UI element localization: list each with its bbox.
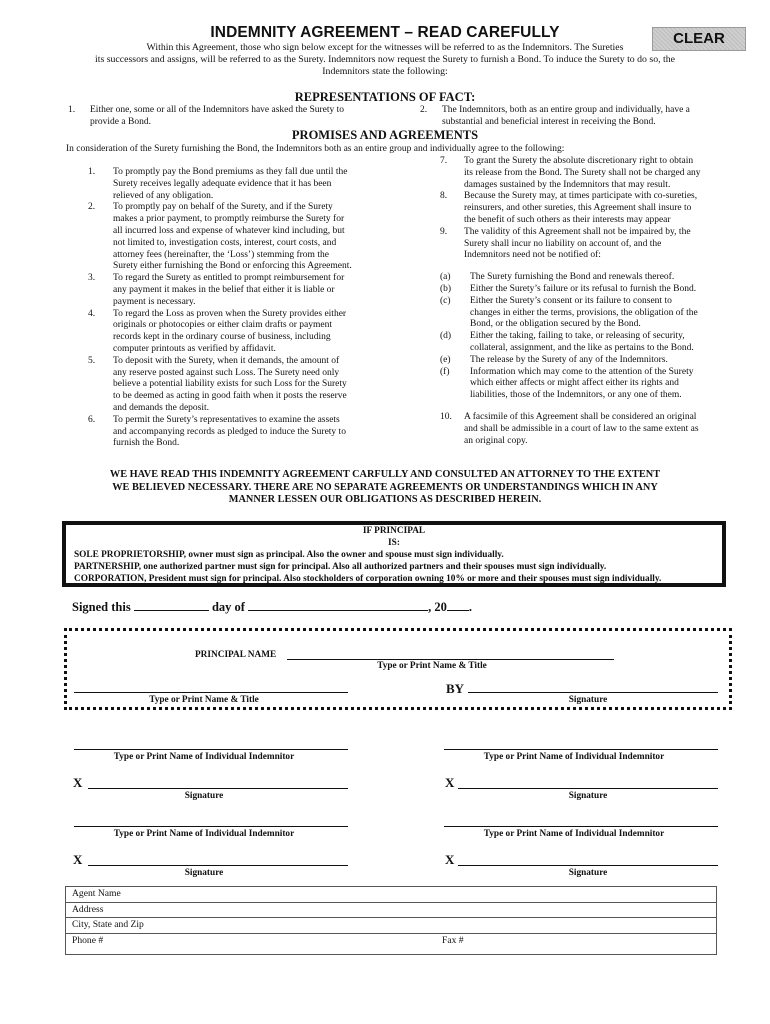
- indemnitor-1-x: X: [73, 775, 83, 790]
- indemnitor-1-name-field[interactable]: [74, 749, 348, 750]
- by-label: BY: [446, 681, 465, 696]
- principal-name-label: PRINCIPAL NAME: [195, 650, 277, 660]
- indemnitor-3-name-caption: Type or Print Name of Individual Indemnitor: [113, 829, 295, 839]
- clause-2: 2. To promptly pay on behalf of the Surety, and if the Surety makes a prior payment, to promptly reimburse the Surety for all incurred loss and expense of whatever kind including, but not limited to, investigation costs, interest, court costs, and attorney fees (hereinafter, the ‘Loss’) stemming from the Surety either furnishing the Bond or enforcing this Agreement.: [88, 202, 352, 272]
- principal-signature-field[interactable]: [468, 692, 718, 693]
- clause-9c: (c) Either the Surety’s consent or its failure to consent to changes in either the terms, provisions, the obligation of the Bond, or the obligation secured by the Bond.: [440, 295, 698, 330]
- signed-day-field[interactable]: [134, 599, 209, 611]
- principal-title-field[interactable]: [74, 692, 348, 693]
- document-title: INDEMNITY AGREEMENT – READ CAREFULLY: [210, 24, 560, 41]
- principal-title-caption: Type or Print Name & Title: [149, 695, 259, 705]
- sole-proprietorship-rule: SOLE PROPRIETORSHIP, owner must sign as principal. Also the owner and spouse must sign individually.: [74, 550, 504, 560]
- clause-9e: (e) The release by the Surety of any of the Indemnitors.: [440, 354, 668, 365]
- agent-phone-label: Phone #: [72, 934, 104, 946]
- indemnitor-4-signature-field[interactable]: [458, 865, 718, 866]
- principal-name-caption: Type or Print Name & Title: [377, 661, 487, 671]
- indemnitor-3-name-field[interactable]: [74, 826, 348, 827]
- signed-year-field[interactable]: [447, 599, 469, 611]
- clause-9b: (b) Either the Surety’s failure or its refusal to furnish the Bond.: [440, 283, 697, 294]
- rep-1-text: Either one, some or all of the Indemnitors have asked the Surety to provide a Bond.: [90, 105, 345, 127]
- indemnitor-2-signature-field[interactable]: [458, 788, 718, 789]
- clause-3: 3. To regard the Surety as entitled to prompt reimbursement for any payment it makes in the belief that either it is liable or payment is necessary.: [88, 273, 345, 307]
- clause-7: 7. To grant the Surety the absolute discretionary right to obtain its release from the Bond. The Surety shall not be charged any damages sustained by the Indemnitors that may result.: [440, 156, 701, 190]
- indemnitor-2-x: X: [445, 775, 455, 790]
- clause-9: 9. The validity of this Agreement shall not be impaired by, the Surety shall incur no liability on account of, and the Indemnitors need not be notified of:: [440, 226, 691, 261]
- principal-name-field[interactable]: [287, 659, 614, 660]
- corporation-rule: CORPORATION, President must sign for principal. Also stockholders of corporation owning 10% or more and their spouses must sign individually.: [74, 574, 662, 584]
- indemnitor-4-x: X: [445, 852, 455, 867]
- clause-8: 8. Because the Surety may, at times participate with co-sureties, reinsurers, and other sureties, this Agreement shall insure to the benefit of such others as their interests may appear: [440, 191, 698, 225]
- promises-intro: In consideration of the Surety furnishing the Bond, the Indemnitors both as an entire group and individually agree to the following:: [66, 144, 565, 154]
- indemnitor-3-sig-caption: Signature: [184, 868, 224, 878]
- agent-address-field[interactable]: Address: [66, 903, 716, 919]
- principal-sig-caption: Signature: [568, 695, 608, 705]
- indemnitor-3-x: X: [73, 852, 83, 867]
- indemnitor-4-name-field[interactable]: [444, 826, 718, 827]
- clause-6: 6. To permit the Surety’s representatives to examine the assets and accompanying records as pledged to induce the Surety to furnish the Bond.: [88, 414, 346, 449]
- clause-4: 4. To regard the Loss as proven when the Surety provides either originals or photocopies or either claim drafts or payment records kept in the ordinary course of business, including computer printouts as verified by affidavit.: [88, 308, 347, 354]
- promises-heading: PROMISES AND AGREEMENTS: [291, 128, 479, 142]
- agent-info-table: [65, 886, 717, 955]
- acknowledgement-warning: WE HAVE READ THIS INDEMNITY AGREEMENT CARFULLY AND CONSULTED AN ATTORNEY TO THE EXTENT WE BELIEVED NECESSARY. THERE ARE NO SEPARATE AGREEMENTS OR UNDERSTANDINGS WHICH IN ANY MANNER LESSEN OUR OBLIGATIONS AS DESCRIBED HEREIN.: [109, 469, 661, 505]
- agent-phone-row[interactable]: [66, 934, 716, 954]
- partnership-rule: PARTNERSHIP, one authorized partner must sign for principal. Also all authorized partners and their spouses must sign individually.: [74, 562, 607, 572]
- clause-9f: (f) Information which may come to the attention of the Surety which either affects or might affect either its rights and liabilities, those of the Indemnitors, or any one of them.: [440, 366, 694, 401]
- intro-paragraph: Within this Agreement, those who sign below except for the witnesses will be referred to as the Indemnitors. The Sureties its successors and assigns, will be referred to as the Surety. Indemnitors now request the Surety to furnish a Bond. To induce the Surety to do so, the Indemnitors state the following:: [95, 42, 675, 77]
- clause-1: 1. To promptly pay the Bond premiums as they fall due until the Surety receives legally adequate evidence that it has been relieved of any obligation.: [88, 167, 348, 201]
- right-clauses: [440, 156, 730, 447]
- rep-2-number: 2.: [420, 105, 428, 115]
- representations-heading: REPRESENTATIONS OF FACT:: [294, 90, 476, 104]
- indemnitor-2-name-field[interactable]: [444, 749, 718, 750]
- agent-name-field[interactable]: Agent Name: [66, 887, 716, 903]
- indemnitor-3-signature-field[interactable]: [88, 865, 348, 866]
- indemnitor-1-name-caption: Type or Print Name of Individual Indemnitor: [113, 752, 295, 762]
- indemnitor-2-sig-caption: Signature: [568, 791, 608, 801]
- clause-10: 10. A facsimile of this Agreement shall be considered an original and shall be admissible in a court of law to the same extent as an original copy.: [440, 411, 699, 446]
- rep-2-text: The Indemnitors, both as an entire group and individually, have a substantial and beneficial interest in receiving the Bond.: [442, 105, 690, 127]
- principal-instructions-box: IF PRINCIPAL IS: SOLE PROPRIETORSHIP, owner must sign as principal. Also the owner and spouse must sign individually. PARTNERSHIP, one authorized partner must sign for principal. Also all authorized partners and their spouses must sign individually. CORPORATION, President must sign for principal. Also stockholders of corporation owning 10% or more and their spouses must sign individually.: [62, 521, 726, 587]
- clause-9d: (d) Either the taking, failing to take, or releasing of security, collateral, assignment, and the like as pertains to the Bond.: [440, 331, 694, 353]
- clause-9a: (a) The Surety furnishing the Bond and renewals thereof.: [440, 272, 675, 283]
- left-clauses: [88, 167, 372, 450]
- clause-5: 5. To deposit with the Surety, when it demands, the amount of any reserve posted against such Loss. The Surety need only believe a potential liability exists for such Loss for the Surety to be deemed as acting in good faith when it posts the reserve and demands the deposit.: [88, 355, 347, 413]
- indemnitor-2-name-caption: Type or Print Name of Individual Indemnitor: [483, 752, 665, 762]
- clear-button[interactable]: CLEAR: [652, 27, 746, 51]
- signed-month-field[interactable]: [248, 599, 428, 611]
- rep-1-number: 1.: [68, 105, 76, 115]
- indemnitor-4-sig-caption: Signature: [568, 868, 608, 878]
- indemnitor-1-signature-field[interactable]: [88, 788, 348, 789]
- indemnitor-4-name-caption: Type or Print Name of Individual Indemnitor: [483, 829, 665, 839]
- indemnitor-1-sig-caption: Signature: [184, 791, 224, 801]
- signed-date-line: Signed this day of , 20 .: [72, 600, 472, 614]
- agent-fax-label: Fax #: [442, 934, 464, 946]
- agent-city-field[interactable]: City, State and Zip: [66, 918, 716, 934]
